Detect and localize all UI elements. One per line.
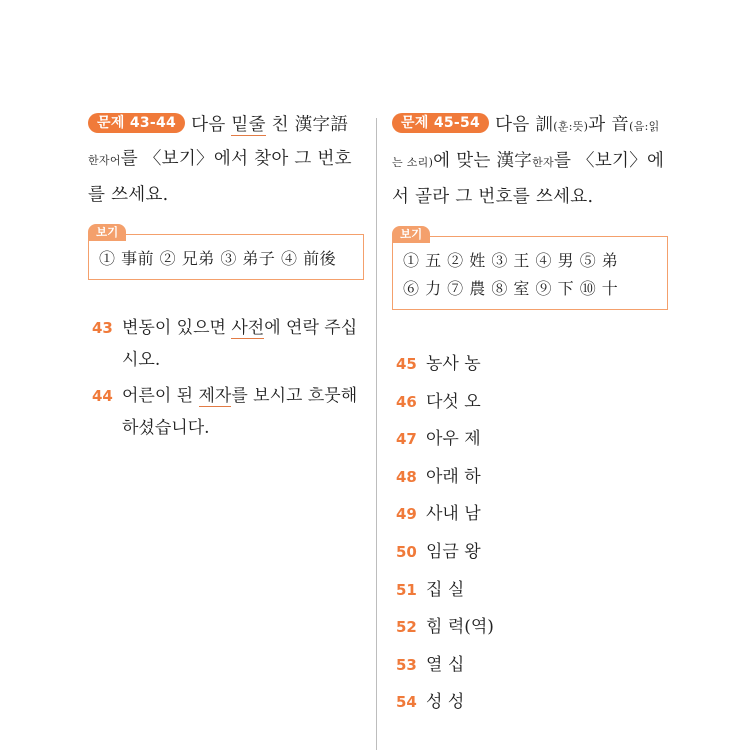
question-item bbox=[392, 459, 668, 497]
question-item bbox=[392, 534, 668, 572]
reading-note: 한자 bbox=[532, 156, 554, 169]
question-instruction: 문제 45-54 다음 訓(훈:뜻)과 音(음:읽는 소리)에 맞는 漢字한자를 〈보기〉에서 골라 그 번호를 쓰세요. bbox=[392, 115, 665, 207]
question-number: 44 bbox=[92, 387, 113, 405]
question-item bbox=[392, 684, 668, 722]
question-badge: 문제 43-44 bbox=[88, 113, 185, 133]
question-text: 집 실 bbox=[426, 579, 465, 600]
question-number: 49 bbox=[396, 505, 417, 524]
question-text: 성 성 bbox=[426, 692, 465, 713]
question-item bbox=[392, 572, 668, 610]
question-list bbox=[88, 312, 364, 444]
bogi-box bbox=[88, 225, 364, 280]
question-number: 53 bbox=[396, 655, 417, 674]
question-text: 아래 하 bbox=[426, 466, 481, 487]
question-item bbox=[392, 496, 668, 534]
bogi-line: ① 五 ② 姓 ③ 王 ④ 男 ⑤ 弟 bbox=[403, 251, 619, 270]
column-divider bbox=[376, 118, 377, 750]
question-item bbox=[392, 384, 668, 422]
question-number: 45 bbox=[396, 355, 417, 373]
question-number: 51 bbox=[396, 580, 417, 599]
reading-note: (훈:뜻) bbox=[553, 120, 589, 133]
underlined-word: 제자 bbox=[198, 386, 232, 406]
question-text: 사내 남 bbox=[426, 504, 481, 525]
bogi-box bbox=[392, 227, 668, 310]
bogi-label: 보기 bbox=[88, 224, 126, 241]
bogi-label: 보기 bbox=[392, 226, 430, 243]
question-number: 43 bbox=[92, 319, 113, 337]
question-item bbox=[392, 647, 668, 685]
reading-note: (음:읽는 소리) bbox=[392, 120, 660, 169]
question-text: 힘 력(역) bbox=[426, 617, 494, 638]
underlined-word: 사전 bbox=[231, 318, 265, 338]
question-item bbox=[88, 312, 364, 376]
question-text: 어른이 된 제자를 보시고 흐뭇해 하셨습니다. bbox=[122, 386, 358, 438]
question-instruction: 문제 43-44 다음 밑줄 친 漢字語 한자어를 〈보기〉에서 찾아 그 번호를 쓰세요. bbox=[88, 115, 352, 205]
underline-example: 밑줄 bbox=[231, 115, 266, 135]
question-text: 다섯 오 bbox=[426, 391, 481, 412]
question-number: 47 bbox=[396, 430, 417, 449]
question-number: 50 bbox=[396, 542, 417, 561]
question-item bbox=[88, 380, 364, 444]
question-text: 아우 제 bbox=[426, 429, 481, 450]
bogi-line: ⑥ 力 ⑦ 農 ⑧ 室 ⑨ 下 ⑩ 十 bbox=[403, 279, 619, 298]
bogi-options bbox=[392, 236, 668, 310]
question-item bbox=[392, 346, 668, 384]
question-text: 열 십 bbox=[426, 654, 465, 675]
question-number: 46 bbox=[396, 392, 417, 411]
question-item bbox=[392, 421, 668, 459]
question-number: 52 bbox=[396, 618, 417, 637]
question-43-44 bbox=[88, 108, 364, 448]
question-number: 48 bbox=[396, 467, 417, 486]
bogi-options: ① 事前 ② 兄弟 ③ 弟子 ④ 前後 bbox=[88, 234, 364, 280]
question-text: 임금 왕 bbox=[426, 541, 481, 562]
question-text: 농사 농 bbox=[426, 354, 481, 374]
question-text: 변동이 있으면 사전에 연락 주십시오. bbox=[122, 318, 358, 370]
question-45-54 bbox=[392, 108, 668, 722]
question-list bbox=[392, 346, 668, 722]
reading-note: 한자어 bbox=[88, 154, 121, 167]
question-number: 54 bbox=[396, 693, 417, 712]
question-item bbox=[392, 609, 668, 647]
question-badge: 문제 45-54 bbox=[392, 113, 489, 133]
